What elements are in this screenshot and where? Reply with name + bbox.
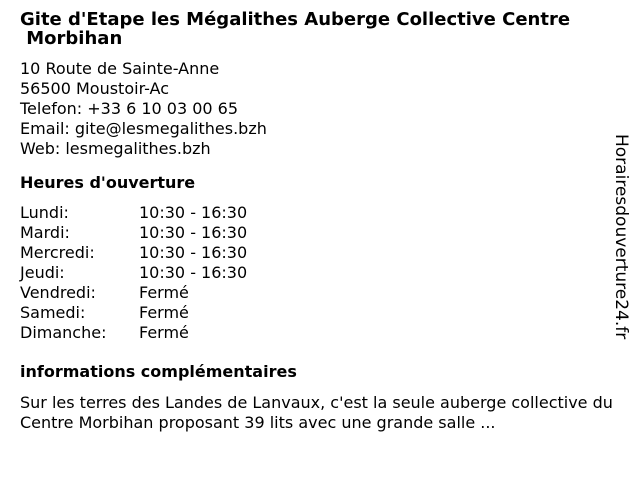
hours-day: Jeudi: (20, 263, 65, 282)
hours-row (20, 203, 620, 223)
business-card (20, 10, 620, 433)
hours-day: Mardi: (20, 223, 70, 242)
hours-row (20, 283, 620, 303)
hours-time: Fermé (139, 283, 189, 302)
hours-day: Samedi: (20, 303, 86, 322)
site-watermark: Horairesdouverture24.fr (611, 134, 631, 340)
hours-row (20, 303, 620, 323)
info-heading: informations complémentaires (20, 362, 297, 381)
hours-time: Fermé (139, 303, 189, 322)
hours-time: Fermé (139, 323, 189, 342)
hours-day: Dimanche: (20, 323, 107, 342)
phone-number: Telefon: +33 6 10 03 00 65 (20, 99, 239, 118)
hours-time: 10:30 - 16:30 (139, 263, 248, 282)
hours-day: Mercredi: (20, 243, 95, 262)
hours-time: 10:30 - 16:30 (139, 203, 248, 222)
hours-heading: Heures d'ouverture (20, 173, 196, 192)
hours-row (20, 263, 620, 283)
hours-day: Lundi: (20, 203, 69, 222)
info-description: Sur les terres des Landes de Lanvaux, c'est la seule auberge collective du Centre Morbihan proposant 39 lits avec une grande salle ... (20, 393, 613, 432)
hours-time: 10:30 - 16:30 (139, 243, 248, 262)
email-address: Email: gite@lesmegalithes.bzh (20, 119, 267, 138)
hours-day: Vendredi: (20, 283, 96, 302)
business-name (20, 10, 620, 48)
street-address: 10 Route de Sainte-Anne (20, 59, 220, 78)
business-name-line-2: Morbihan (20, 28, 123, 49)
postal-city: 56500 Moustoir-Ac (20, 79, 169, 98)
hours-row (20, 323, 620, 343)
hours-row (20, 243, 620, 263)
website: Web: lesmegalithes.bzh (20, 139, 211, 158)
hours-row (20, 223, 620, 243)
hours-time: 10:30 - 16:30 (139, 223, 248, 242)
business-name-line-1: Gite d'Etape les Mégalithes Auberge Collective Centre (20, 9, 571, 30)
hours-table (20, 203, 620, 343)
contact-block (20, 59, 620, 159)
